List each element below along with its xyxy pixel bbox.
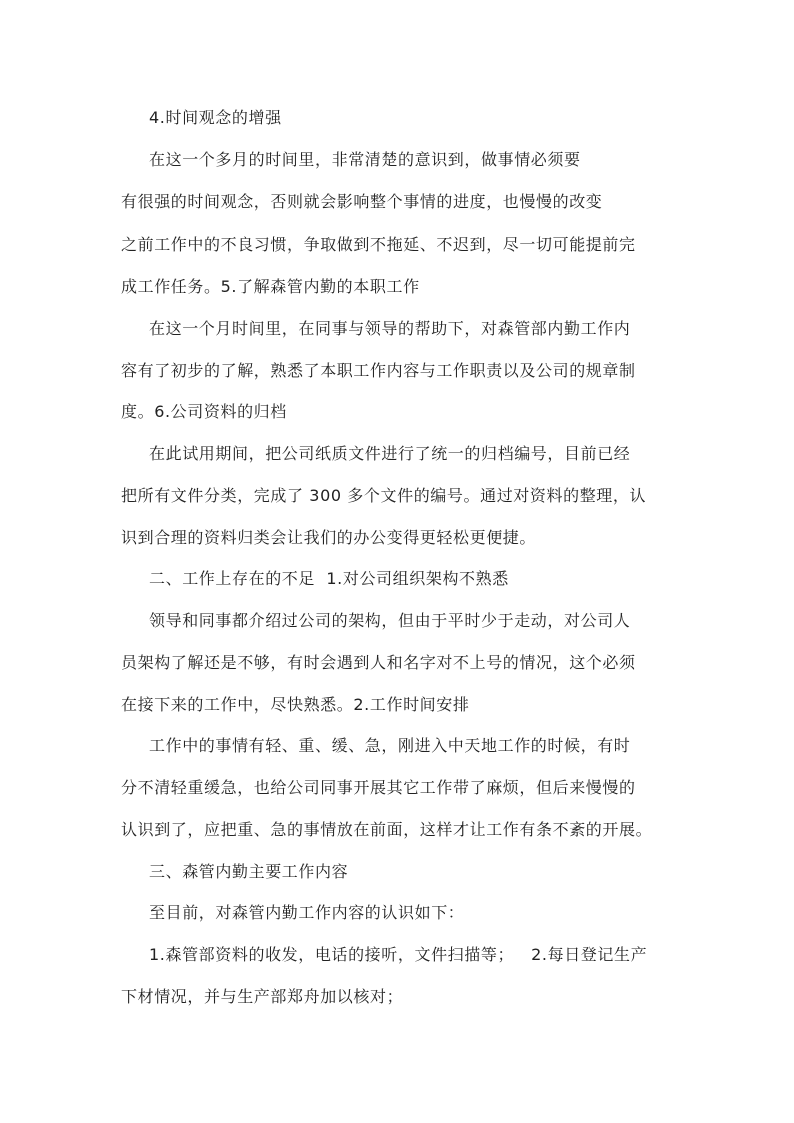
paragraph-line: 有很强的时间观念，否则就会影响整个事情的进度，也慢慢的改变	[121, 192, 603, 211]
paragraph-line: 度。6.公司资料的归档	[121, 402, 287, 421]
paragraph-line: 认识到了，应把重、急的事情放在前面，这样才让工作有条不紊的开展。	[121, 820, 653, 839]
paragraph-line: 分不清轻重缓急，也给公司同事开展其它工作带了麻烦，但后来慢慢的	[121, 778, 636, 797]
paragraph-line: 员架构了解还是不够，有时会遇到人和名字对不上号的情况，这个必须	[121, 653, 636, 672]
paragraph-line: 在接下来的工作中，尽快熟悉。2.工作时间安排	[121, 695, 470, 714]
paragraph-line: 容有了初步的了解，熟悉了本职工作内容与工作职责以及公司的规章制	[121, 361, 636, 380]
paragraph-line: 在这一个月时间里，在同事与领导的帮助下，对森管部内勤工作内	[149, 319, 631, 338]
paragraph-line: 成工作任务。5.了解森管内勤的本职工作	[121, 277, 420, 296]
paragraph-line: 之前工作中的不良习惯，争取做到不拖延、不迟到，尽一切可能提前完	[121, 235, 636, 254]
paragraph-line: 识到合理的资料归类会让我们的办公变得更轻松更便捷。	[121, 528, 537, 547]
section-heading-main-work: 三、森管内勤主要工作内容	[149, 862, 349, 881]
paragraph-line: 下材情况，并与生产部郑舟加以核对；	[121, 987, 404, 1006]
paragraph-line: 领导和同事都介绍过公司的架构，但由于平时少于走动，对公司人	[149, 611, 631, 630]
paragraph-line: 把所有文件分类，完成了 300 多个文件的编号。通过对资料的整理，认	[121, 486, 647, 505]
paragraph-line: 至目前，对森管内勤工作内容的认识如下：	[149, 903, 465, 922]
paragraph-line: 1.森管部资料的收发，电话的接听，文件扫描等； 2.每日登记生产	[149, 945, 648, 964]
section-heading-shortcomings: 二、工作上存在的不足 1.对公司组织架构不熟悉	[149, 569, 509, 588]
paragraph-line: 在这一个多月的时间里，非常清楚的意识到，做事情必须要	[149, 150, 581, 169]
paragraph-line: 在此试用期间，把公司纸质文件进行了统一的归档编号，目前已经	[149, 444, 631, 463]
heading-time-awareness: 4.时间观念的增强	[149, 108, 282, 127]
paragraph-line: 工作中的事情有轻、重、缓、急，刚进入中天地工作的时候，有时	[149, 736, 631, 755]
